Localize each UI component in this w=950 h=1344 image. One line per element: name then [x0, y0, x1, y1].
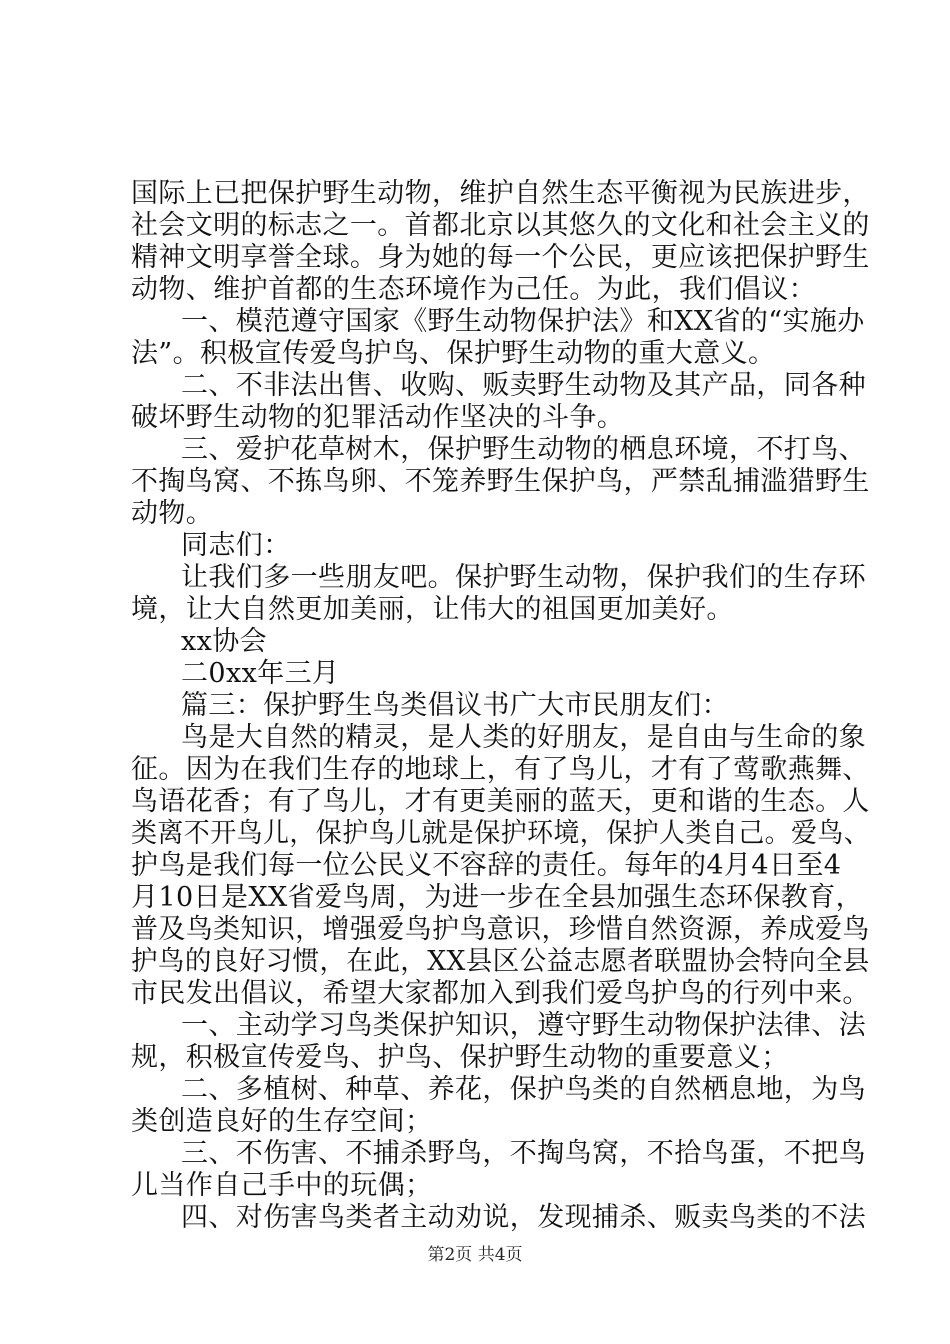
text-line: 二、不非法出售、收购、贩卖野生动物及其产品，同各种: [181, 370, 866, 401]
text-line: 规，积极宣传爱鸟、护鸟、保护野生动物的重要意义；: [131, 1042, 789, 1073]
text-line: 精神文明享誉全球。身为她的每一个公民，更应该把保护野生: [131, 242, 870, 273]
text-line: 类创造良好的生存空间；: [131, 1106, 433, 1137]
text-line: 法”。积极宣传爱鸟护鸟、保护野生动物的重大意义。: [131, 338, 776, 369]
text-line: 二、多植树、种草、养花，保护鸟类的自然栖息地，为鸟: [181, 1074, 866, 1105]
text-line: 国际上已把保护野生动物，维护自然生态平衡视为民族进步，: [131, 178, 870, 209]
text-line: 二0xx年三月: [181, 658, 340, 689]
text-line: 鸟语花香；有了鸟儿，才有更美丽的蓝天，更和谐的生态。人: [131, 786, 870, 817]
text-line: 三、不伤害、不捕杀野鸟，不掏鸟窝，不拾鸟蛋，不把鸟: [181, 1138, 866, 1169]
text-line: 类离不开鸟儿，保护鸟儿就是保护环境，保护人类自己。爱鸟、: [131, 818, 871, 849]
text-line: 破坏野生动物的犯罪活动作坚决的斗争。: [131, 402, 625, 433]
text-line: 让我们多一些朋友吧。保护野生动物，保护我们的生存环: [181, 562, 866, 593]
text-line: 不掏鸟窝、不拣鸟卵、不笼养野生保护鸟，严禁乱捕滥猎野生: [131, 466, 870, 497]
text-line: 护鸟是我们每一位公民义不容辞的责任。每年的4月4日至4: [131, 850, 842, 881]
text-line: 同志们：: [181, 530, 291, 561]
text-line: 一、主动学习鸟类保护知识，遵守野生动物保护法律、法: [181, 1010, 866, 1041]
text-line: 社会文明的标志之一。首都北京以其悠久的文化和社会主义的: [131, 210, 870, 241]
text-line: 儿当作自己手中的玩偶；: [131, 1170, 433, 1201]
text-line: 月10日是XX省爱鸟周，为进一步在全县加强生态环保教育，: [131, 882, 863, 913]
text-line: xx协会: [181, 626, 268, 657]
text-line: 护鸟的良好习惯，在此，XX县区公益志愿者联盟协会特向全县: [131, 946, 870, 977]
text-line: 四、对伤害鸟类者主动劝说，发现捕杀、贩卖鸟类的不法: [181, 1202, 866, 1233]
text-line: 篇三：保护野生鸟类倡议书广大市民朋友们：: [181, 690, 729, 721]
page-number-footer: 第2页 共4页: [427, 1245, 523, 1265]
text-line: 一、模范遵守国家《野生动物保护法》和XX省的“实施办: [181, 306, 865, 337]
text-line: 征。因为在我们生存的地球上，有了鸟儿，才有了莺歌燕舞、: [131, 754, 870, 785]
text-line: 普及鸟类知识，增强爱鸟护鸟意识，珍惜自然资源，养成爱鸟: [131, 914, 870, 945]
text-line: 市民发出倡议，希望大家都加入到我们爱鸟护鸟的行列中来。: [131, 978, 870, 1009]
text-line: 境，让大自然更加美丽，让伟大的祖国更加美好。: [131, 594, 734, 625]
text-line: 动物、维护首都的生态环境作为己任。为此，我们倡议：: [131, 274, 816, 305]
text-line: 动物。: [131, 498, 214, 529]
text-line: 鸟是大自然的精灵，是人类的好朋友，是自由与生命的象: [181, 722, 866, 753]
text-line: 三、爱护花草树木，保护野生动物的栖息环境，不打鸟、: [181, 434, 866, 465]
